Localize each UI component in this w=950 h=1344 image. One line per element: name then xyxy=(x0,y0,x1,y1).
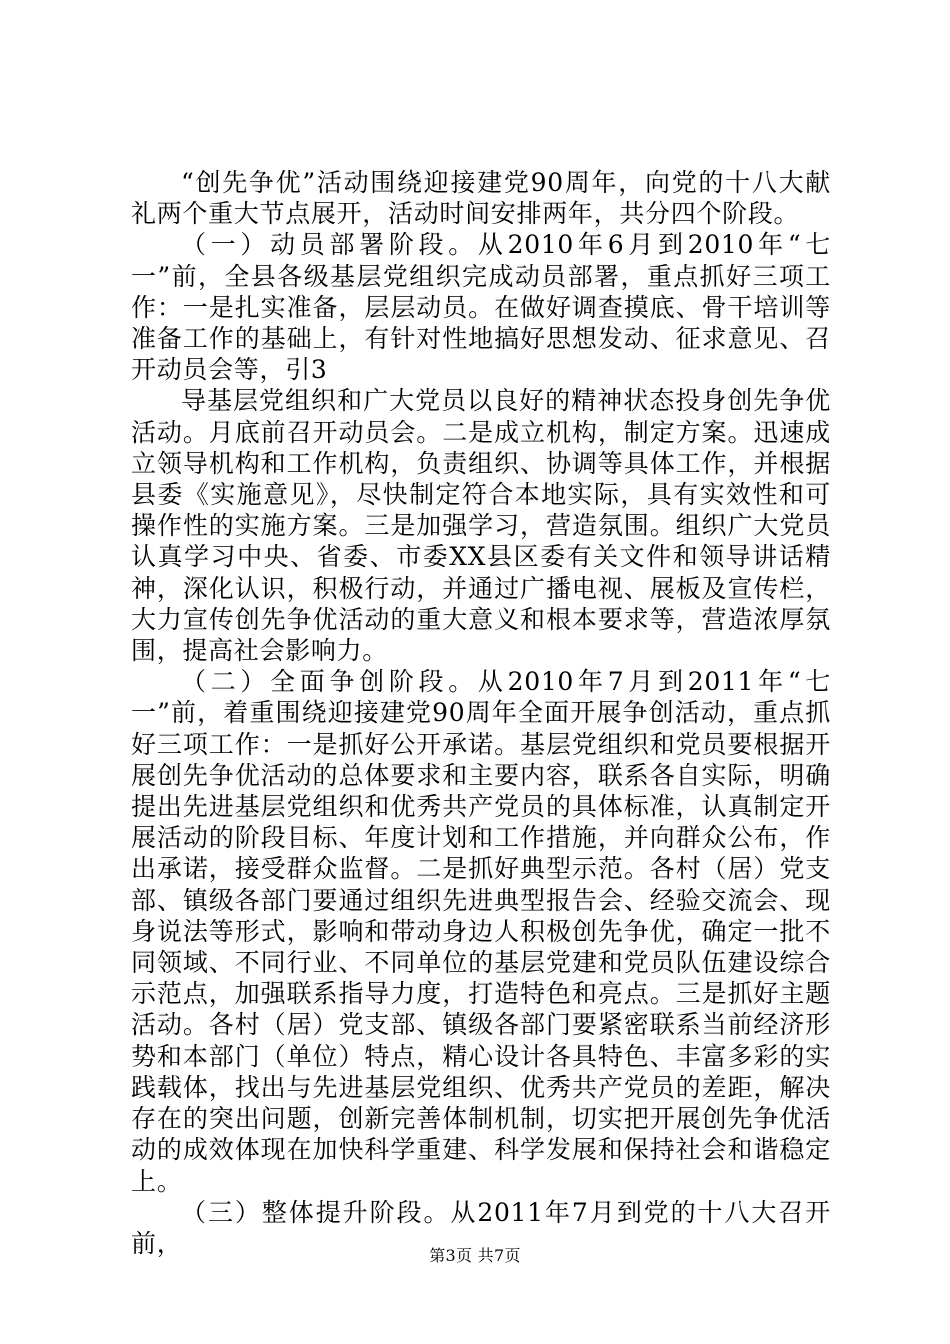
paragraph-stage-three: （三）整体提升阶段。从2011年7月到党的十八大召开前， xyxy=(131,1197,831,1258)
paragraph-stage-one: （一）动员部署阶段。从2010年6月到2010年“七一”前，全县各级基层党组织完成动员部署，重点抓好三项工作：一是扎实准备，层层动员。在做好调查摸底、骨干培训等准备工作的基础上，有针对性地搞好思想发动、征求意见、召开动员会等，引3 xyxy=(131,230,831,385)
page-number-footer: 第3页 共7页 xyxy=(429,1246,521,1265)
paragraph-intro: “创先争优”活动围绕迎接建党90周年，向党的十八大献礼两个重大节点展开，活动时间安排两年，共分四个阶段。 xyxy=(131,168,831,229)
paragraph-stage-two: （二）全面争创阶段。从2010年7月到2011年“七一”前，着重围绕迎接建党90周年全面开展争创活动，重点抓好三项工作：一是抓好公开承诺。基层党组织和党员要根据开展创先争优活动的总体要求和主要内容，联系各自实际，明确提出先进基层党组织和优秀共产党员的具体标准，认真制定开展活动的阶段目标、年度计划和工作措施，并向群众公布，作出承诺，接受群众监督。二是抓好典型示范。各村（居）党支部、镇级各部门要通过组织先进典型报告会、经验交流会、现身说法等形式，影响和带动身边人积极创先争优，确定一批不同领域、不同行业、不同单位的基层党建和党员队伍建设综合示范点，加强联系指导力度，打造特色和亮点。三是抓好主题活动。各村（居）党支部、镇级各部门要紧密联系当前经济形势和本部门（单位）特点，精心设计各具特色、丰富多彩的实践载体，找出与先进基层党组织、优秀共产党员的差距，解决存在的突出问题，创新完善体制机制，切实把开展创先争优活动的成效体现在加快科学重建、科学发展和保持社会和谐稳定上。 xyxy=(131,667,831,1196)
paragraph-stage-one-continued: 导基层党组织和广大党员以良好的精神状态投身创先争优活动。月底前召开动员会。二是成立机构，制定方案。迅速成立领导机构和工作机构，负责组织、协调等具体工作，并根据县委《实施意见》，尽快制定符合本地实际，具有实效性和可操作性的实施方案。三是加强学习，营造氛围。组织广大党员认真学习中央、省委、市委XX县区委有关文件和领导讲话精神，深化认识，积极行动，并通过广播电视、展板及宣传栏，大力宣传创先争优活动的重大意义和根本要求等，营造浓厚氛围，提高社会影响力。 xyxy=(131,386,831,666)
document-body xyxy=(131,167,831,1259)
